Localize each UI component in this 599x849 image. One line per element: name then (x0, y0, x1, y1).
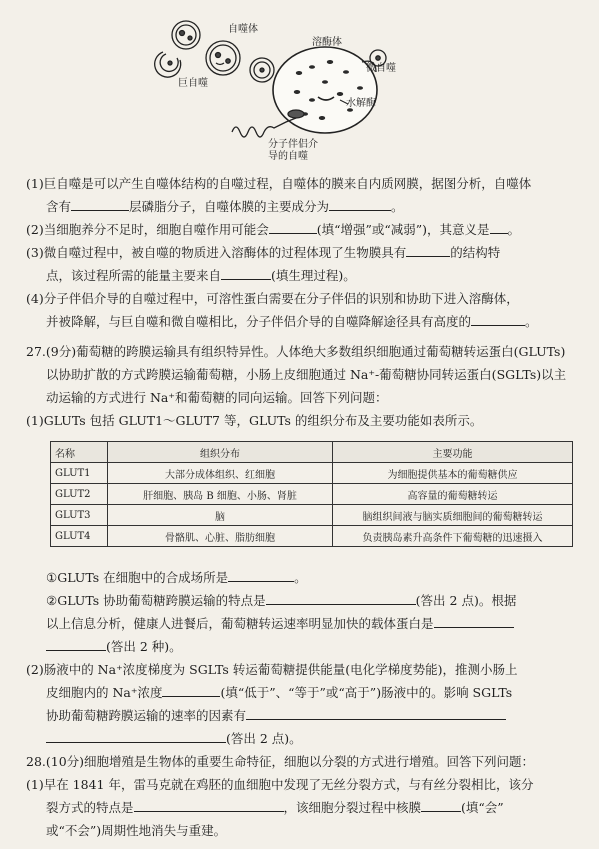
q27-sub2-line2: 以上信息分析，健康人进餐后，葡萄糖转运速率明显加快的载体蛋白是 (26, 612, 574, 635)
q26-part3-line2: 点，该过程所需的能量主要来自 (填生理过程)。 (26, 264, 574, 287)
q28-part1-line3: 或“不会”)周期性地消失与重建。 (46, 823, 227, 838)
table-header-function: 主要功能 (333, 442, 573, 463)
answer-blank[interactable] (228, 567, 294, 582)
answer-blank[interactable] (471, 311, 525, 326)
autophagosome-large (206, 41, 240, 75)
q27-part2-line2: 皮细胞内的 Na⁺浓度 (填“低于”、“等于”或“高于”)肠液中的。影响 SGLTs (26, 681, 574, 704)
label-cma-line2: 导的自噬 (268, 151, 308, 162)
table-cell: 负责胰岛素升高条件下葡萄糖的迅速摄入 (333, 526, 573, 547)
autophagosome-small (172, 21, 200, 49)
table-header-row (51, 442, 573, 463)
q27-sub1: ①GLUTs 在细胞中的合成场所是 。 (26, 566, 574, 589)
q28-part1-line2: 裂方式的特点是 ，该细胞分裂过程中核膜 (填“会” (26, 796, 574, 819)
q28-part1-line1: (1)早在 1841 年，雷马克就在鸡胚的血细胞中发现了无丝分裂方式，与有丝分裂相比，该分 (26, 777, 534, 792)
table-cell: 脑 (108, 505, 333, 526)
answer-blank[interactable] (134, 797, 284, 812)
label-microautophagy: 微自噬 (366, 63, 396, 74)
q27-sub2-line1: ②GLUTs 协助葡萄糖跨膜运输的特点是 (答出 2 点)。根据 (26, 589, 574, 612)
answer-blank[interactable] (221, 265, 271, 280)
answer-blank[interactable] (269, 219, 317, 234)
answer-blank[interactable] (406, 242, 450, 257)
table-row (51, 505, 573, 526)
table-cell: 大部分成体组织、红细胞 (108, 463, 333, 484)
q27-sub2-line3: (答出 2 种)。 (26, 635, 574, 658)
lysosome-body (273, 47, 377, 133)
table-cell: 为细胞提供基本的葡萄糖供应 (333, 463, 573, 484)
table-row (51, 526, 573, 547)
question-27-intro (26, 340, 574, 432)
question-27-parts (26, 566, 574, 750)
q28-intro: 28.(10分)细胞增殖是生物体的重要生命特征，细胞以分裂的方式进行增殖。回答下列问题： (26, 754, 535, 769)
label-macroautophagy: 巨自噬 (178, 78, 208, 89)
table-row (51, 484, 573, 505)
answer-blank[interactable] (46, 728, 226, 743)
table-cell: 骨骼肌、心脏、脂肪细胞 (108, 526, 333, 547)
answer-blank[interactable] (162, 682, 220, 697)
q26-part1-line1: (1)巨自噬是可以产生自噬体结构的自噬过程，自噬体的膜来自内质网膜，据图分析，自噬体 (26, 176, 532, 191)
answer-blank[interactable] (246, 705, 506, 720)
answer-blank[interactable] (266, 590, 416, 605)
q26-part4-line1: (4)分子伴侣介导的自噬过程中，可溶性蛋白需要在分子伴侣的识别和协助下进入溶酶体， (26, 291, 519, 306)
label-hydrolase: 水解酶 (346, 98, 376, 109)
fusion-vesicle (250, 58, 274, 82)
table-cell: GLUT2 (51, 484, 108, 505)
answer-blank[interactable] (421, 797, 461, 812)
question-26-parts (26, 172, 574, 333)
table-cell: 脑组织间液与脑实质细胞间的葡萄糖转运 (333, 505, 573, 526)
table-row (51, 463, 573, 484)
glut-table (50, 441, 573, 547)
label-lysosome: 溶酶体 (312, 37, 342, 48)
answer-blank[interactable] (490, 219, 508, 234)
answer-blank[interactable] (46, 636, 106, 651)
answer-blank[interactable] (329, 196, 391, 211)
autophagy-diagram (0, 0, 599, 175)
table-header-name: 名称 (51, 442, 108, 463)
table-cell: GLUT4 (51, 526, 108, 547)
q27-intro: 27.(9分)葡萄糖的跨膜运输具有组织特异性。人体绝大多数组织细胞通过葡萄糖转运蛋白(GLUTs)以协助扩散的方式跨膜运输葡萄糖，小肠上皮细胞通过 Na⁺-葡萄糖协同转运蛋白(SGLTs)以主动运输的方式进行 Na⁺和葡萄糖的同向运输。回答下列问题： (26, 344, 567, 405)
table-cell: GLUT1 (51, 463, 108, 484)
q27-part1: (1)GLUTs 包括 GLUT1～GLUT7 等，GLUTs 的组织分布及主要功能如表所示。 (26, 413, 483, 428)
question-28 (26, 750, 574, 842)
q27-part2-line4: (答出 2 点)。 (26, 727, 574, 750)
table-header-distribution: 组织分布 (108, 442, 333, 463)
table-cell: GLUT3 (51, 505, 108, 526)
q26-part1-line2: 含有 层磷脂分子，自噬体膜的主要成分为 。 (26, 195, 574, 218)
phagophore (155, 52, 181, 77)
table-cell: 肝细胞、胰岛 B 细胞、小肠、肾脏 (108, 484, 333, 505)
q27-part2-line3: 协助葡萄糖跨膜运输的速率的因素有 (26, 704, 574, 727)
label-cma-line1: 分子伴侣介 (268, 139, 318, 150)
label-autophagosome: 自噬体 (228, 24, 258, 35)
q26-part2: (2)当细胞养分不足时，细胞自噬作用可能会 (填“增强”或“减弱”)，其意义是 。 (26, 218, 574, 241)
answer-blank[interactable] (71, 196, 129, 211)
q27-part2-line1: (2)肠液中的 Na⁺浓度梯度为 SGLTs 转运葡萄糖提供能量(电化学梯度势能)，推测小肠上 (26, 662, 518, 677)
answer-blank[interactable] (434, 613, 514, 628)
q26-part3-line1: (3)微自噬过程中，被自噬的物质进入溶酶体的过程体现了生物膜具有 的结构特 (26, 241, 574, 264)
q26-part4-line2: 并被降解，与巨自噬和微自噬相比，分子伴侣介导的自噬降解途径具有高度的 。 (26, 310, 574, 333)
table-cell: 高容量的葡萄糖转运 (333, 484, 573, 505)
